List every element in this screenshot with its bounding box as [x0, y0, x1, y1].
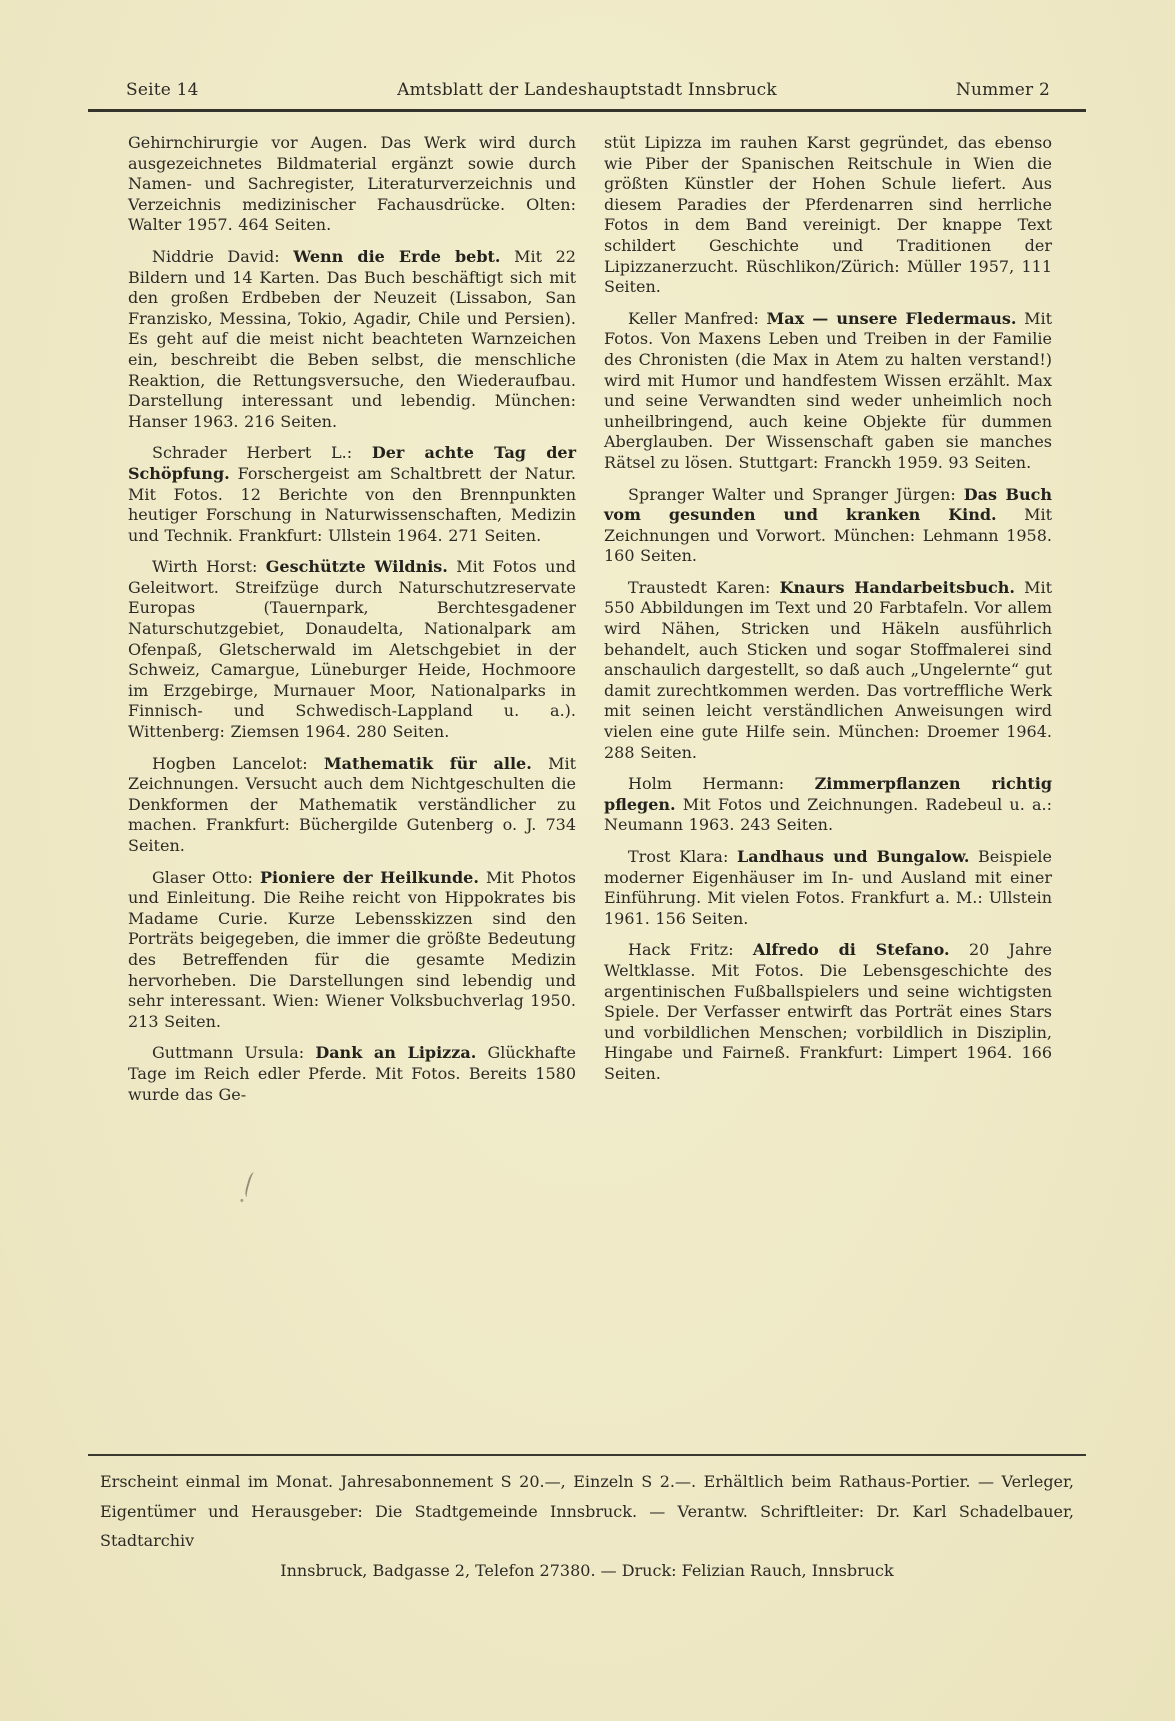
book-entry [128, 443, 576, 546]
book-title: Knaurs Handarbeitsbuch. [779, 577, 1015, 597]
issue-number-label: Nummer 2 [955, 80, 1050, 100]
entry-text: Keller Manfred: [628, 308, 767, 328]
book-entry [604, 774, 1052, 836]
entry-text: Mit Zeichnungen und Vorwort. München: Lehmann 1958. 160 Seiten. [604, 505, 1053, 566]
entry-text: Hack Fritz: [628, 940, 753, 960]
entry-text: Wirth Horst: [152, 557, 266, 577]
book-entry [604, 309, 1052, 474]
entry-text: Spranger Walter und Spranger Jürgen: [628, 484, 964, 504]
entry-text: Mit Fotos und Zeichnungen. Radebeul u. a.: Neumann 1963. 243 Seiten. [604, 794, 1052, 835]
imprint-line: Erscheint einmal im Monat. Jahresabonnement S 20.—, Einzeln S 2.—. Erhältlich beim Rathaus-Portier. — Verleger, [100, 1472, 1074, 1491]
entry-text: Niddrie David: [152, 246, 294, 266]
book-entry [128, 247, 576, 432]
imprint-footer [88, 1454, 1086, 1585]
book-entry [604, 940, 1052, 1084]
entry-text: Mit 550 Abbildungen im Text und 20 Farbtafeln. Vor allem wird Nähen, Stricken und Häkeln ausführlich behandelt, auch Sticken und sogar Stoffmalerei sind anschaulich dargestellt, so daß auch „Ungelernte“ gut damit zurechtkommen werden. Das vortreffliche Werk mit seinen leicht verständlichen Anweisungen wird vielen eine gute Hilfe sein. München: Droemer 1964. 288 Seiten. [604, 577, 1053, 762]
entry-text: Forschergeist am Schaltbrett der Natur. Mit Fotos. 12 Berichte von den Brennpunkten heutiger Forschung in Naturwissenschaften, Medizin und Technik. Frankfurt: Ullstein 1964. 271 Seiten. [128, 463, 576, 545]
book-title: Landhaus und Bungalow. [736, 847, 970, 866]
entry-text: Glückhafte Tage im Reich edler Pferde. Mit Fotos. Bereits 1580 wurde das Ge- [128, 1043, 576, 1104]
entry-text: Trost Klara: [628, 847, 737, 866]
book-title: Geschützte Wildnis. [265, 557, 448, 577]
masthead-title: Amtsblatt der Landeshauptstadt Innsbruck [397, 80, 777, 100]
entry-text: Mit Fotos. Von Maxens Leben und Treiben in der Familie des Chronisten (die Max in Atem zu halten verstand!) wird mit Humor und handfestem Wissen erzählt. Max und seine Verwandten sind weder unheimlich noch unheilbringend, auch keine Objekte für dummen Aberglauben. Der Wissenschaft gaben sie manches Rätsel zu lösen. Stuttgart: Franckh 1959. 93 Seiten. [604, 308, 1052, 472]
book-title: Alfredo di Stefano. [752, 940, 950, 960]
book-title: Dank an Lipizza. [315, 1043, 477, 1063]
entry-text: Gehirnchirurgie vor Augen. Das Werk wird durch ausgezeichnetes Bildmaterial ergänzt sowie durch Namen- und Sachregister, Literaturverzeichnis und Verzeichnis medizinischer Fachausdrücke. Olten: Walter 1957. 464 Seiten. [128, 133, 576, 235]
book-title: Wenn die Erde bebt. [293, 246, 501, 266]
book-entry [128, 754, 576, 857]
imprint-line: Innsbruck, Badgasse 2, Telefon 27380. — Druck: Felizian Rauch, Innsbruck [280, 1560, 894, 1580]
footer-lines [88, 1467, 1086, 1585]
entry-text: Beispiele moderner Eigenhäuser im In- und Ausland mit einer Einführung. Mit vielen Fotos. Frankfurt a. M.: Ullstein 1961. 156 Seiten. [604, 847, 1053, 928]
book-title: Mathematik für alle. [323, 753, 532, 773]
entry-text: Mit Zeichnungen. Versucht auch dem Nichtgeschulten die Denkformen der Mathematik verständlicher zu machen. Frankfurt: Büchergilde Gutenberg o. J. 734 Seiten. [128, 753, 577, 855]
entry-text: Hogben Lancelot: [152, 753, 324, 773]
text-body [128, 133, 1052, 1116]
book-title: Das Buch vom gesunden und kranken Kind. [604, 484, 1053, 525]
book-entry [128, 133, 576, 236]
book-entry [604, 847, 1052, 929]
book-title: Der achte Tag der Schöpfung. [128, 443, 576, 483]
scan-artifact-mark [244, 1171, 260, 1198]
book-entry [128, 1043, 576, 1105]
imprint-line: Eigentümer und Herausgeber: Die Stadtgemeinde Innsbruck. — Verantw. Schriftleiter: Dr. Karl Schadelbauer, Stadtarchiv [100, 1501, 1074, 1550]
entry-text: Holm Hermann: [628, 774, 815, 794]
entry-text: Mit 22 Bildern und 14 Karten. Das Buch beschäftigt sich mit den großen Erdbeben der Neuzeit (Lissabon, San Franzisko, Messina, Tokio, Agadir, Chile und Persien). Es geht auf die meist nicht beachteten Warnzeichen ein, beschreibt die Beben selbst, die menschliche Reaktion, die Rettungsversuche, den Wiederaufbau. Darstellung interessant und lebendig. München: Hanser 1963. 216 Seiten. [128, 246, 576, 431]
entry-text: Mit Photos und Einleitung. Die Reihe reicht von Hippokrates bis Madame Curie. Kurze Lebensskizzen sind den Porträts beigegeben, die immer die größte Bedeutung des Betreffenden für die gesamte Medizin hervorheben. Die Darstellungen sind lebendig und sehr interessant. Wien: Wiener Volksbuchverlag 1950. 213 Seiten. [128, 867, 577, 1031]
left-column [128, 133, 576, 1116]
entry-text: stüt Lipizza im rauhen Karst gegründet, das ebenso wie Piber der Spanischen Reitschule in Wien die größten Künstler der Hohen Schule liefert. Aus diesem Paradies der Pferdenarren sind herrliche Fotos in dem Band vereinigt. Der knappe Text schildert Geschichte und Traditionen der Lipizzanerzucht. Rüschlikon/Zürich: Müller 1957, 111 Seiten. [604, 133, 1052, 297]
book-entry [128, 557, 576, 742]
entry-text: Glaser Otto: [152, 867, 260, 887]
book-title: Zimmerpflanzen richtig pflegen. [604, 774, 1053, 814]
entry-text: Mit Fotos und Geleitwort. Streifzüge durch Naturschutzreservate Europas (Tauernpark, Berchtesgadener Naturschutzgebiet, Donaudelta, Nationalpark am Ofenpaß, Gletscherwald im Aletschgebiet in der Schweiz, Camargue, Lüneburger Heide, Hochmoore im Erzgebirge, Murnauer Moor, Nationalparks in Finnisch- und Schwedisch-Lappland u. a.). Wittenberg: Ziemsen 1964. 280 Seiten. [128, 557, 577, 742]
book-entry [604, 133, 1052, 298]
book-title: Max — unsere Fledermaus. [766, 308, 1017, 328]
page-number-label: Seite 14 [126, 80, 199, 100]
book-entry [604, 485, 1052, 567]
entry-text: Guttmann Ursula: [152, 1043, 316, 1063]
book-entry [604, 578, 1052, 763]
book-title: Pioniere der Heilkunde. [259, 867, 479, 887]
right-column [604, 133, 1052, 1116]
entry-text: Traustedt Karen: [628, 577, 780, 597]
page-header [88, 80, 1086, 112]
entry-text: Schrader Herbert L.: [152, 443, 372, 463]
book-entry [128, 868, 576, 1033]
entry-text: 20 Jahre Weltklasse. Mit Fotos. Die Lebensgeschichte des argentinischen Fußballspielers und seine wichtigsten Spiele. Der Verfasser entwirft das Porträt eines Stars und vorbildlichen Menschen; vorbildlich in Disziplin, Hingabe und Fairneß. Frankfurt: Limpert 1964. 166 Seiten. [604, 940, 1053, 1083]
